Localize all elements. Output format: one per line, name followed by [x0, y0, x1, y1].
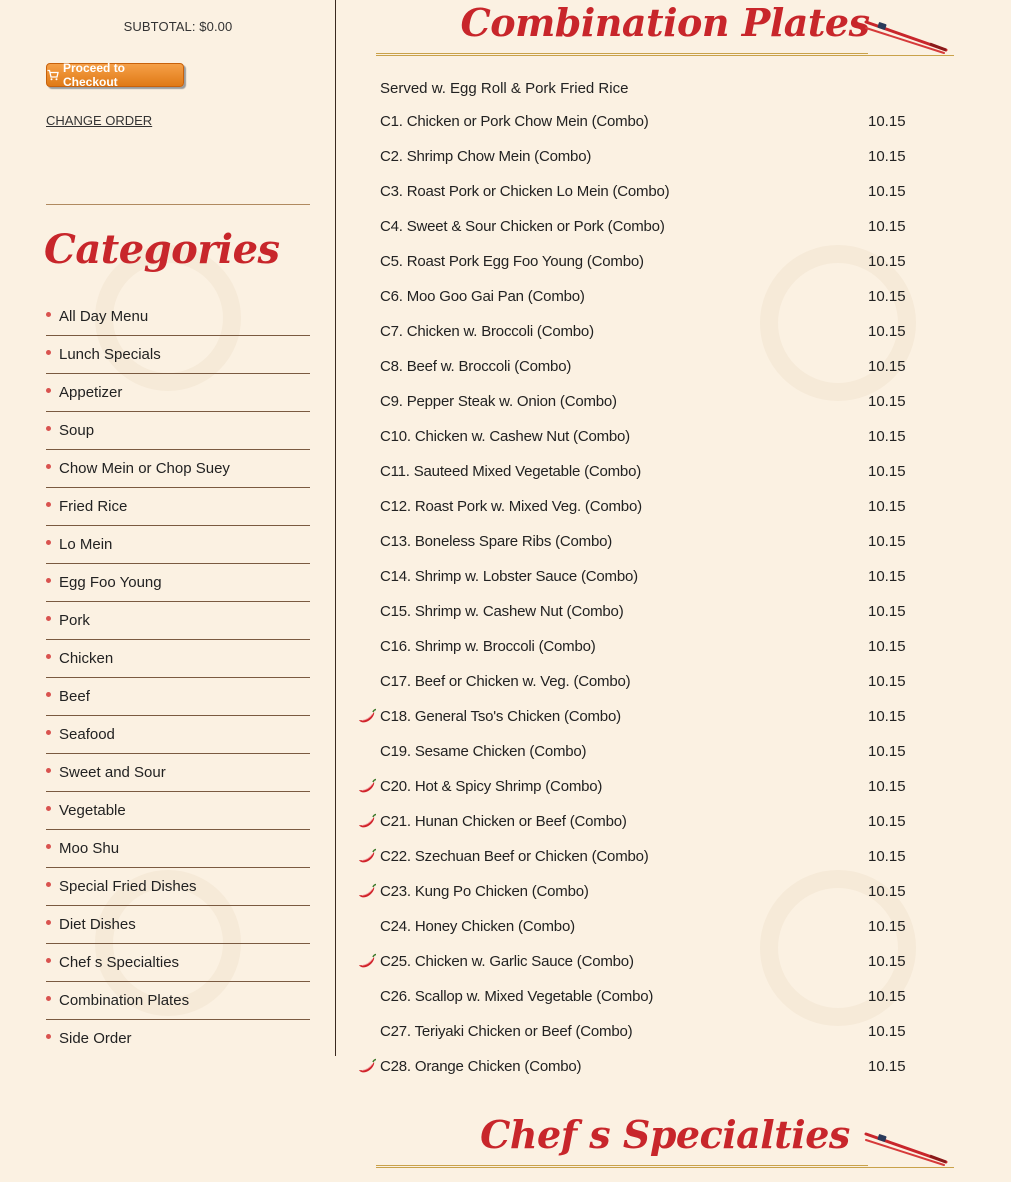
spicy-indicator: [356, 427, 380, 447]
spicy-indicator: [356, 112, 380, 132]
spicy-indicator: [356, 987, 380, 1007]
menu-item-row[interactable]: [356, 769, 916, 804]
category-label: Fried Rice: [59, 498, 128, 515]
menu-item-price: 10.15: [868, 813, 906, 830]
section-underline: [376, 1167, 954, 1168]
menu-item-name: C25. Chicken w. Garlic Sauce (Combo): [380, 953, 634, 970]
category-list: [46, 298, 310, 1057]
category-label: Lunch Specials: [59, 346, 161, 363]
menu-item-price: 10.15: [868, 428, 906, 445]
menu-item-price: 10.15: [868, 148, 906, 165]
menu-item-price: 10.15: [868, 533, 906, 550]
category-label: Vegetable: [59, 802, 126, 819]
spicy-indicator: [356, 322, 380, 342]
category-item[interactable]: [46, 678, 310, 716]
spicy-indicator: [356, 917, 380, 937]
menu-item-name: C15. Shrimp w. Cashew Nut (Combo): [380, 603, 624, 620]
category-label: Appetizer: [59, 384, 123, 401]
spicy-indicator: [356, 707, 380, 727]
category-item[interactable]: [46, 640, 310, 678]
bullet-icon: [46, 1034, 51, 1039]
category-label: Special Fried Dishes: [59, 878, 197, 895]
menu-item-name: C21. Hunan Chicken or Beef (Combo): [380, 813, 627, 830]
menu-item-row[interactable]: [356, 804, 916, 839]
menu-item-name: C11. Sauteed Mixed Vegetable (Combo): [380, 463, 642, 480]
category-label: All Day Menu: [59, 308, 149, 325]
menu-item-price: 10.15: [868, 883, 906, 900]
spicy-indicator: [356, 497, 380, 517]
menu-item-name: C28. Orange Chicken (Combo): [380, 1058, 582, 1075]
menu-item-name: C26. Scallop w. Mixed Vegetable (Combo): [380, 988, 654, 1005]
category-item[interactable]: [46, 336, 310, 374]
category-item[interactable]: [46, 526, 310, 564]
spicy-indicator: [356, 637, 380, 657]
menu-item-price: 10.15: [868, 743, 906, 760]
chili-pepper-icon: [357, 708, 377, 724]
menu-item-row[interactable]: [356, 524, 916, 559]
menu-item-row[interactable]: [356, 734, 916, 769]
menu-item-name: C1. Chicken or Pork Chow Mein (Combo): [380, 113, 649, 130]
category-label: Moo Shu: [59, 840, 120, 857]
category-item[interactable]: [46, 754, 310, 792]
chili-pepper-icon: [357, 1058, 377, 1074]
chili-pepper-icon: [357, 778, 377, 794]
category-label: Lo Mein: [59, 536, 113, 553]
menu-item-price: 10.15: [868, 253, 906, 270]
menu-item-row[interactable]: [356, 174, 916, 209]
menu-item-row[interactable]: [356, 839, 916, 874]
menu-item-row[interactable]: [356, 1049, 916, 1084]
menu-item-name: C4. Sweet & Sour Chicken or Pork (Combo): [380, 218, 665, 235]
spicy-indicator: [356, 1022, 380, 1042]
category-item[interactable]: [46, 982, 310, 1020]
next-section-header: [376, 1112, 954, 1168]
category-item[interactable]: [46, 564, 310, 602]
menu-item-name: C19. Sesame Chicken (Combo): [380, 743, 587, 760]
category-label: Soup: [59, 422, 95, 439]
menu-item-price: 10.15: [868, 358, 906, 375]
menu-item-price: 10.15: [868, 638, 906, 655]
category-label: Pork: [59, 612, 90, 629]
chopsticks-icon: [864, 1132, 948, 1166]
category-item[interactable]: [46, 1020, 310, 1057]
section-title: Chef s Specialties: [480, 1112, 850, 1157]
menu-item-row[interactable]: [356, 559, 916, 594]
menu-item-price: 10.15: [868, 988, 906, 1005]
bullet-icon: [46, 882, 51, 887]
menu-item-name: C27. Teriyaki Chicken or Beef (Combo): [380, 1023, 633, 1040]
category-item[interactable]: [46, 488, 310, 526]
menu-item-price: 10.15: [868, 288, 906, 305]
bullet-icon: [46, 578, 51, 583]
menu-item-row[interactable]: [356, 314, 916, 349]
bullet-icon: [46, 958, 51, 963]
menu-item-price: 10.15: [868, 778, 906, 795]
category-item[interactable]: [46, 868, 310, 906]
category-label: Chow Mein or Chop Suey: [59, 460, 230, 477]
category-item[interactable]: [46, 298, 310, 336]
menu-item-price: 10.15: [868, 568, 906, 585]
menu-item-name: C9. Pepper Steak w. Onion (Combo): [380, 393, 617, 410]
spicy-indicator: [356, 287, 380, 307]
change-order-link[interactable]: CHANGE ORDER: [46, 113, 153, 128]
category-label: Combination Plates: [59, 992, 190, 1009]
menu-item-price: 10.15: [868, 393, 906, 410]
spicy-indicator: [356, 602, 380, 622]
spicy-indicator: [356, 777, 380, 797]
section-note: Served w. Egg Roll & Pork Fried Rice: [380, 80, 629, 97]
menu-item-price: 10.15: [868, 603, 906, 620]
menu-item-name: C2. Shrimp Chow Mein (Combo): [380, 148, 592, 165]
spicy-indicator: [356, 217, 380, 237]
menu-item-name: C10. Chicken w. Cashew Nut (Combo): [380, 428, 630, 445]
sidebar: [0, 0, 336, 1056]
category-label: Side Order: [59, 1030, 132, 1047]
menu-item-row[interactable]: [356, 244, 916, 279]
menu-item-row[interactable]: [356, 699, 916, 734]
bullet-icon: [46, 464, 51, 469]
bullet-icon: [46, 312, 51, 317]
section-underline: [376, 55, 954, 56]
menu-item-row[interactable]: [356, 909, 916, 944]
category-label: Beef: [59, 688, 90, 705]
menu-item-row[interactable]: [356, 104, 916, 139]
bullet-icon: [46, 654, 51, 659]
sidebar-divider: [46, 204, 310, 205]
bullet-icon: [46, 768, 51, 773]
menu-item-price: 10.15: [868, 953, 906, 970]
menu-item-price: 10.15: [868, 323, 906, 340]
menu-item-name: C5. Roast Pork Egg Foo Young (Combo): [380, 253, 644, 270]
spicy-indicator: [356, 882, 380, 902]
spicy-indicator: [356, 672, 380, 692]
menu-item-price: 10.15: [868, 673, 906, 690]
menu-item-name: C24. Honey Chicken (Combo): [380, 918, 575, 935]
category-item[interactable]: [46, 374, 310, 412]
bullet-icon: [46, 692, 51, 697]
menu-item-row[interactable]: [356, 874, 916, 909]
menu-item-price: 10.15: [868, 498, 906, 515]
bullet-icon: [46, 388, 51, 393]
spicy-indicator: [356, 952, 380, 972]
section-header: [376, 0, 954, 56]
section-title: Combination Plates: [460, 0, 870, 45]
spicy-indicator: [356, 182, 380, 202]
category-label: Seafood: [59, 726, 115, 743]
menu-item-price: 10.15: [868, 1023, 906, 1040]
bullet-icon: [46, 806, 51, 811]
menu-item-row[interactable]: [356, 629, 916, 664]
category-item[interactable]: [46, 906, 310, 944]
bullet-icon: [46, 920, 51, 925]
bullet-icon: [46, 996, 51, 1001]
menu-item-row[interactable]: [356, 979, 916, 1014]
menu-item-name: C20. Hot & Spicy Shrimp (Combo): [380, 778, 603, 795]
cart-icon: [47, 69, 59, 81]
category-label: Diet Dishes: [59, 916, 136, 933]
section-underline: [376, 53, 868, 54]
menu-item-row[interactable]: [356, 139, 916, 174]
menu-item-name: C13. Boneless Spare Ribs (Combo): [380, 533, 613, 550]
chopsticks-icon: [864, 20, 948, 54]
spicy-indicator: [356, 847, 380, 867]
category-item[interactable]: [46, 450, 310, 488]
menu-item-price: 10.15: [868, 848, 906, 865]
menu-item-name: C23. Kung Po Chicken (Combo): [380, 883, 589, 900]
chili-pepper-icon: [357, 883, 377, 899]
menu-item-list: [356, 104, 916, 1084]
bullet-icon: [46, 844, 51, 849]
spicy-indicator: [356, 357, 380, 377]
spicy-indicator: [356, 567, 380, 587]
menu-item-row[interactable]: [356, 594, 916, 629]
spicy-indicator: [356, 252, 380, 272]
menu-item-name: C14. Shrimp w. Lobster Sauce (Combo): [380, 568, 638, 585]
category-item[interactable]: [46, 792, 310, 830]
spicy-indicator: [356, 1057, 380, 1077]
category-label: Egg Foo Young: [59, 574, 162, 591]
menu-item-row[interactable]: [356, 489, 916, 524]
menu-item-name: C18. General Tso's Chicken (Combo): [380, 708, 621, 725]
menu-item-price: 10.15: [868, 1058, 906, 1075]
menu-item-price: 10.15: [868, 218, 906, 235]
section-underline: [376, 1165, 868, 1166]
spicy-indicator: [356, 392, 380, 412]
category-label: Chef s Specialties: [59, 954, 180, 971]
proceed-to-checkout-button[interactable]: [46, 63, 184, 87]
category-label: Chicken: [59, 650, 114, 667]
category-label: Sweet and Sour: [59, 764, 166, 781]
menu-item-price: 10.15: [868, 113, 906, 130]
menu-item-row[interactable]: [356, 664, 916, 699]
bullet-icon: [46, 616, 51, 621]
chili-pepper-icon: [357, 813, 377, 829]
category-item[interactable]: [46, 944, 310, 982]
category-item[interactable]: [46, 716, 310, 754]
menu-item-name: C16. Shrimp w. Broccoli (Combo): [380, 638, 596, 655]
menu-item-row[interactable]: [356, 279, 916, 314]
menu-item-row[interactable]: [356, 1014, 916, 1049]
menu-item-name: C8. Beef w. Broccoli (Combo): [380, 358, 572, 375]
menu-item-row[interactable]: [356, 454, 916, 489]
menu-item-name: C17. Beef or Chicken w. Veg. (Combo): [380, 673, 631, 690]
menu-item-name: C3. Roast Pork or Chicken Lo Mein (Combo): [380, 183, 670, 200]
menu-item-price: 10.15: [868, 183, 906, 200]
menu-item-row[interactable]: [356, 944, 916, 979]
cart-subtotal: SUBTOTAL: $0.00: [123, 19, 233, 34]
menu-item-price: 10.15: [868, 463, 906, 480]
menu-item-row[interactable]: [356, 209, 916, 244]
category-item[interactable]: [46, 602, 310, 640]
menu-item-price: 10.15: [868, 918, 906, 935]
menu-item-row[interactable]: [356, 349, 916, 384]
bullet-icon: [46, 730, 51, 735]
spicy-indicator: [356, 462, 380, 482]
bullet-icon: [46, 350, 51, 355]
chili-pepper-icon: [357, 848, 377, 864]
menu-item-row[interactable]: [356, 419, 916, 454]
menu-item-name: C22. Szechuan Beef or Chicken (Combo): [380, 848, 649, 865]
spicy-indicator: [356, 147, 380, 167]
bullet-icon: [46, 540, 51, 545]
bullet-icon: [46, 502, 51, 507]
menu-item-name: C6. Moo Goo Gai Pan (Combo): [380, 288, 585, 305]
category-item[interactable]: [46, 412, 310, 450]
menu-item-price: 10.15: [868, 708, 906, 725]
menu-main: [336, 0, 1011, 1182]
chili-pepper-icon: [357, 953, 377, 969]
spicy-indicator: [356, 812, 380, 832]
category-item[interactable]: [46, 830, 310, 868]
categories-title: Categories: [44, 226, 280, 273]
menu-item-row[interactable]: [356, 384, 916, 419]
bullet-icon: [46, 426, 51, 431]
menu-item-name: C7. Chicken w. Broccoli (Combo): [380, 323, 594, 340]
spicy-indicator: [356, 532, 380, 552]
menu-item-name: C12. Roast Pork w. Mixed Veg. (Combo): [380, 498, 642, 515]
spicy-indicator: [356, 742, 380, 762]
checkout-label: Proceed to Checkout: [63, 61, 126, 89]
